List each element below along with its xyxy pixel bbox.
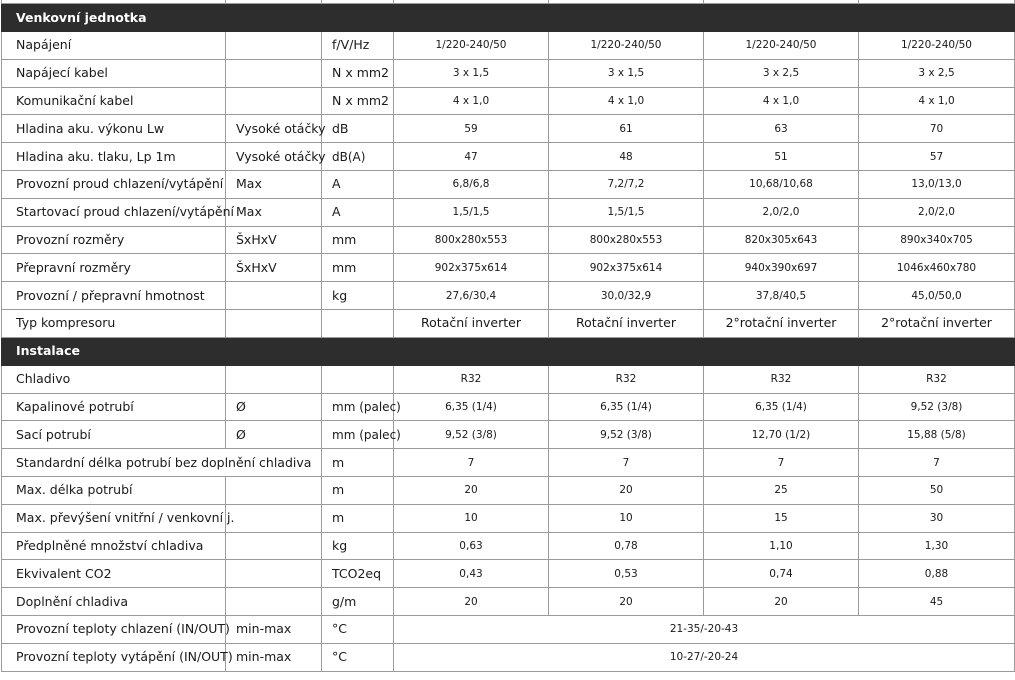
- table-row: [2, 449, 1015, 477]
- value-cell: 7: [704, 449, 859, 477]
- row-label: Startovací proud chlazení/vytápění: [2, 198, 226, 226]
- row-unit: m: [322, 504, 394, 532]
- section-title: Instalace: [2, 337, 1015, 365]
- row-label: Doplnění chladiva: [2, 588, 226, 616]
- table-row: [2, 143, 1015, 171]
- table-row: [2, 504, 1015, 532]
- value-cell: 800x280x553: [549, 226, 704, 254]
- row-mode: Max: [226, 198, 322, 226]
- value-cell: 1/220-240/50: [704, 32, 859, 60]
- value-cell: R32: [549, 365, 704, 393]
- row-unit: g/m: [322, 588, 394, 616]
- row-unit: m: [322, 476, 394, 504]
- value-cell: 2,0/2,0: [704, 198, 859, 226]
- row-mode: [226, 588, 322, 616]
- row-unit: kg: [322, 282, 394, 310]
- spec-table-body: [2, 0, 1015, 671]
- row-mode: [226, 32, 322, 60]
- row-label: Napájecí kabel: [2, 59, 226, 87]
- table-row: [2, 115, 1015, 143]
- row-unit: TCO2eq: [322, 560, 394, 588]
- row-label: Sací potrubí: [2, 421, 226, 449]
- value-cell: 3 x 2,5: [859, 59, 1015, 87]
- value-cell: 1,5/1,5: [549, 198, 704, 226]
- row-mode: Ø: [226, 393, 322, 421]
- value-cell: 37,8/40,5: [704, 282, 859, 310]
- row-unit: mm (palec): [322, 421, 394, 449]
- value-cell: 61: [549, 115, 704, 143]
- value-cell: 2°rotační inverter: [704, 309, 859, 337]
- value-cell: 50: [859, 476, 1015, 504]
- value-cell: 47: [394, 143, 549, 171]
- value-cell: 1,30: [859, 532, 1015, 560]
- row-unit: m: [322, 449, 394, 477]
- value-cell: 940x390x697: [704, 254, 859, 282]
- value-cell: 1/220-240/50: [394, 32, 549, 60]
- value-cell: 0,88: [859, 560, 1015, 588]
- table-row: [2, 532, 1015, 560]
- row-unit: mm: [322, 226, 394, 254]
- value-cell: 20: [549, 588, 704, 616]
- table-row: [2, 226, 1015, 254]
- table-row: [2, 365, 1015, 393]
- value-cell: 10: [549, 504, 704, 532]
- value-cell: 27,6/30,4: [394, 282, 549, 310]
- row-unit: kg: [322, 532, 394, 560]
- value-cell: 12,70 (1/2): [704, 421, 859, 449]
- row-unit: dB: [322, 115, 394, 143]
- value-cell: 63: [704, 115, 859, 143]
- value-cell: R32: [859, 365, 1015, 393]
- section-header: [2, 4, 1015, 32]
- value-cell: 10,68/10,68: [704, 170, 859, 198]
- table-row: [2, 170, 1015, 198]
- table-row: [2, 588, 1015, 616]
- value-cell: 70: [859, 115, 1015, 143]
- value-cell: 6,35 (1/4): [704, 393, 859, 421]
- row-label: Kapalinové potrubí: [2, 393, 226, 421]
- row-unit: [322, 309, 394, 337]
- table-row: [2, 282, 1015, 310]
- section-header: [2, 337, 1015, 365]
- row-mode: [226, 309, 322, 337]
- value-cell: 1,10: [704, 532, 859, 560]
- row-mode: [226, 282, 322, 310]
- value-cell: 4 x 1,0: [704, 87, 859, 115]
- section-title: Venkovní jednotka: [2, 4, 1015, 32]
- row-mode: [226, 87, 322, 115]
- row-unit: N x mm2: [322, 87, 394, 115]
- value-cell: 3 x 1,5: [394, 59, 549, 87]
- value-cell: 4 x 1,0: [549, 87, 704, 115]
- row-mode: ŠxHxV: [226, 254, 322, 282]
- row-label: Provozní teploty vytápění (IN/OUT): [2, 643, 226, 671]
- row-label: Provozní / přepravní hmotnost: [2, 282, 226, 310]
- value-cell: Rotační inverter: [549, 309, 704, 337]
- value-cell: 0,53: [549, 560, 704, 588]
- row-mode: [226, 504, 322, 532]
- row-unit: mm: [322, 254, 394, 282]
- value-cell: 1,5/1,5: [394, 198, 549, 226]
- value-cell: 9,52 (3/8): [394, 421, 549, 449]
- row-label: Přepravní rozměry: [2, 254, 226, 282]
- row-mode: [226, 59, 322, 87]
- value-cell: Rotační inverter: [394, 309, 549, 337]
- row-label: Provozní teploty chlazení (IN/OUT): [2, 615, 226, 643]
- row-label: Ekvivalent CO2: [2, 560, 226, 588]
- value-cell: 7: [394, 449, 549, 477]
- table-row: [2, 59, 1015, 87]
- table-row: [2, 198, 1015, 226]
- value-cell: 2,0/2,0: [859, 198, 1015, 226]
- row-mode: Ø: [226, 421, 322, 449]
- value-cell: 7: [859, 449, 1015, 477]
- value-cell: 0,78: [549, 532, 704, 560]
- value-cell: 800x280x553: [394, 226, 549, 254]
- value-cell: 13,0/13,0: [859, 170, 1015, 198]
- row-mode: [226, 365, 322, 393]
- value-cell: 45,0/50,0: [859, 282, 1015, 310]
- table-row: [2, 560, 1015, 588]
- row-unit: f/V/Hz: [322, 32, 394, 60]
- value-cell: 20: [704, 588, 859, 616]
- value-cell: 15: [704, 504, 859, 532]
- value-cell: 20: [394, 476, 549, 504]
- value-cell: 57: [859, 143, 1015, 171]
- value-cell: 48: [549, 143, 704, 171]
- merged-value: 21-35/-20-43: [394, 615, 1015, 643]
- value-cell: 7,2/7,2: [549, 170, 704, 198]
- value-cell: 20: [394, 588, 549, 616]
- table-row: [2, 643, 1015, 671]
- value-cell: 10: [394, 504, 549, 532]
- value-cell: 9,52 (3/8): [859, 393, 1015, 421]
- value-cell: 820x305x643: [704, 226, 859, 254]
- value-cell: 1/220-240/50: [549, 32, 704, 60]
- value-cell: 3 x 1,5: [549, 59, 704, 87]
- value-cell: 59: [394, 115, 549, 143]
- row-unit: dB(A): [322, 143, 394, 171]
- row-label: Hladina aku. výkonu Lw: [2, 115, 226, 143]
- row-unit: A: [322, 170, 394, 198]
- row-label: Předplněné množství chladiva: [2, 532, 226, 560]
- value-cell: 3 x 2,5: [704, 59, 859, 87]
- spec-table: [1, 0, 1015, 672]
- value-cell: 20: [549, 476, 704, 504]
- value-cell: 30: [859, 504, 1015, 532]
- value-cell: 7: [549, 449, 704, 477]
- row-label: Hladina aku. tlaku, Lp 1m: [2, 143, 226, 171]
- value-cell: 0,74: [704, 560, 859, 588]
- value-cell: 4 x 1,0: [394, 87, 549, 115]
- value-cell: 890x340x705: [859, 226, 1015, 254]
- value-cell: 30,0/32,9: [549, 282, 704, 310]
- value-cell: 902x375x614: [394, 254, 549, 282]
- value-cell: 4 x 1,0: [859, 87, 1015, 115]
- value-cell: R32: [704, 365, 859, 393]
- value-cell: 0,63: [394, 532, 549, 560]
- value-cell: 45: [859, 588, 1015, 616]
- row-mode: Vysoké otáčky: [226, 143, 322, 171]
- row-unit: mm (palec): [322, 393, 394, 421]
- value-cell: 1/220-240/50: [859, 32, 1015, 60]
- value-cell: 1046x460x780: [859, 254, 1015, 282]
- row-mode: [226, 560, 322, 588]
- row-unit: °C: [322, 615, 394, 643]
- table-row: [2, 87, 1015, 115]
- row-unit: A: [322, 198, 394, 226]
- value-cell: 15,88 (5/8): [859, 421, 1015, 449]
- value-cell: R32: [394, 365, 549, 393]
- table-row: [2, 393, 1015, 421]
- value-cell: 25: [704, 476, 859, 504]
- row-label: Provozní proud chlazení/vytápění: [2, 170, 226, 198]
- row-mode: min-max: [226, 615, 322, 643]
- value-cell: 51: [704, 143, 859, 171]
- value-cell: 2°rotační inverter: [859, 309, 1015, 337]
- table-row: [2, 254, 1015, 282]
- row-unit: °C: [322, 643, 394, 671]
- row-label: Typ kompresoru: [2, 309, 226, 337]
- row-mode: ŠxHxV: [226, 226, 322, 254]
- value-cell: 0,43: [394, 560, 549, 588]
- row-unit: [322, 365, 394, 393]
- row-mode: min-max: [226, 643, 322, 671]
- value-cell: 902x375x614: [549, 254, 704, 282]
- row-label: Komunikační kabel: [2, 87, 226, 115]
- row-label: Napájení: [2, 32, 226, 60]
- value-cell: 9,52 (3/8): [549, 421, 704, 449]
- row-label: Chladivo: [2, 365, 226, 393]
- row-label: Provozní rozměry: [2, 226, 226, 254]
- value-cell: 6,35 (1/4): [394, 393, 549, 421]
- row-mode: [226, 532, 322, 560]
- row-mode: Vysoké otáčky: [226, 115, 322, 143]
- table-row: [2, 32, 1015, 60]
- row-mode: [226, 476, 322, 504]
- row-unit: N x mm2: [322, 59, 394, 87]
- table-row: [2, 309, 1015, 337]
- merged-value: 10-27/-20-24: [394, 643, 1015, 671]
- row-mode: Max: [226, 170, 322, 198]
- value-cell: 6,35 (1/4): [549, 393, 704, 421]
- table-row: [2, 421, 1015, 449]
- table-row: [2, 615, 1015, 643]
- value-cell: 6,8/6,8: [394, 170, 549, 198]
- row-label: Max. délka potrubí: [2, 476, 226, 504]
- table-row: [2, 476, 1015, 504]
- row-label: Standardní délka potrubí bez doplnění chladiva: [2, 449, 322, 477]
- row-label: Max. převýšení vnitřní / venkovní j.: [2, 504, 226, 532]
